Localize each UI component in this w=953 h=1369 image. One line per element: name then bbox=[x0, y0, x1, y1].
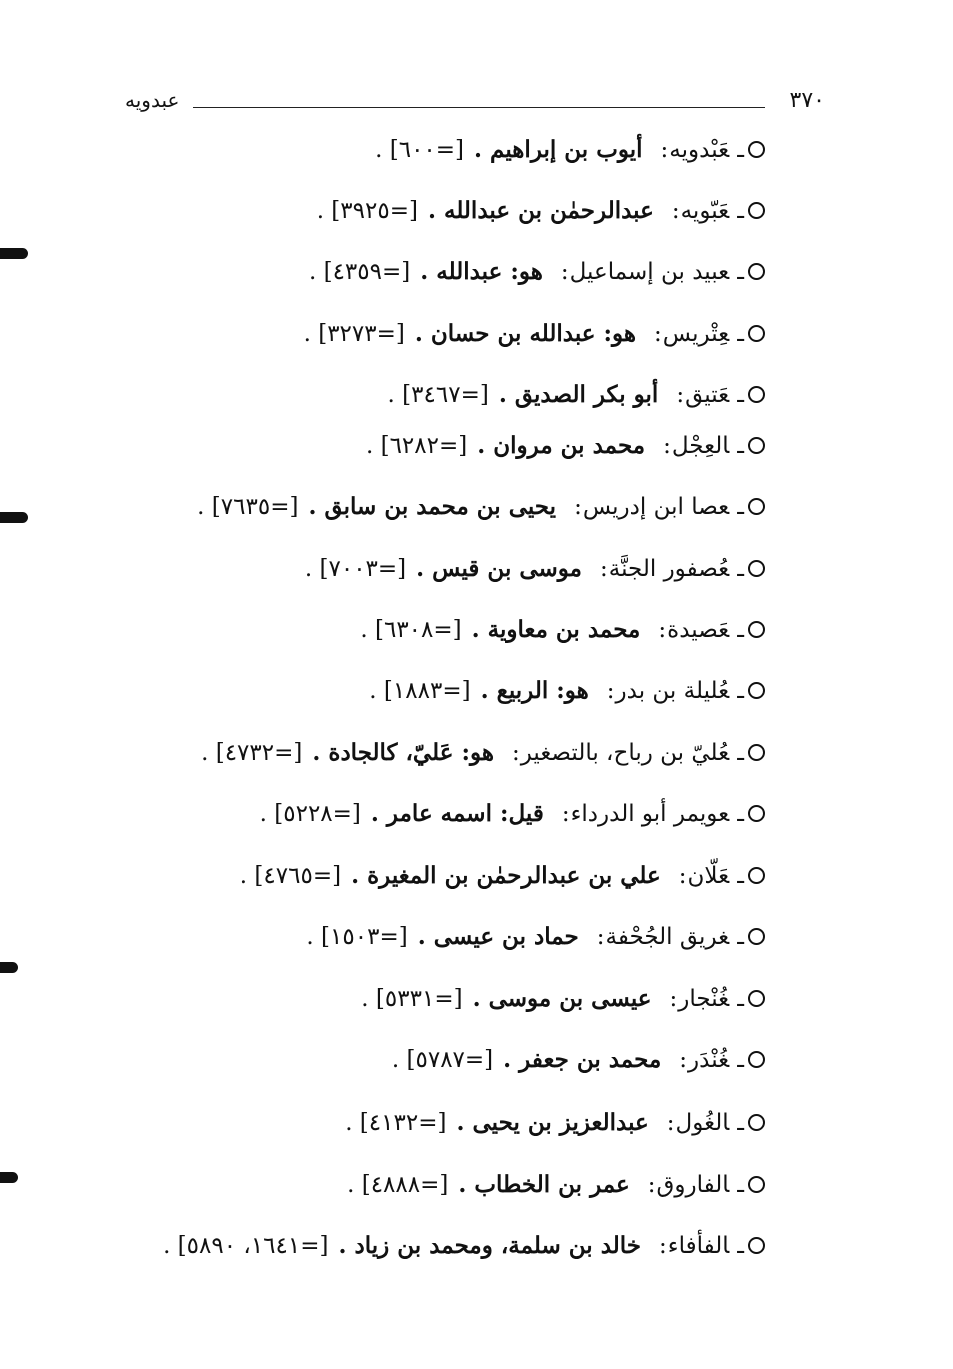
circle-bullet-icon bbox=[748, 141, 765, 158]
entry-term: عِتْريس bbox=[662, 321, 730, 347]
list-item: ـعَتيق:أبو بكر الصديق .[=٣٤٦٧] . bbox=[388, 378, 765, 412]
entry-term: العِجْل bbox=[671, 433, 730, 459]
circle-bullet-icon bbox=[748, 386, 765, 403]
list-item: ـغُنْجار:عيسى بن موسى .[=٥٣٣١] . bbox=[361, 982, 765, 1016]
entry-number: [=٤٧٣٢] . bbox=[201, 740, 303, 766]
list-item: ـغُنْدَر:محمد بن جعفر .[=٥٧٨٧] . bbox=[392, 1043, 765, 1077]
entry-term: غُنْجار bbox=[678, 986, 730, 1012]
entry-term: عَبّويه bbox=[680, 198, 730, 224]
entry-term: عبيد بن إسماعيل bbox=[569, 259, 730, 285]
entry-term: عويمر أبو الدرداء bbox=[570, 801, 730, 827]
circle-bullet-icon bbox=[748, 928, 765, 945]
list-item: ـعُليّ بن رباح، بالتصغير:هو: عَليّ، كالجادة .[=٤٧٣٢] . bbox=[201, 736, 765, 770]
entry-term: عَتيق bbox=[685, 382, 730, 408]
list-item: ـعصا ابن إدريس:يحيى بن محمد بن سابق .[=٧٦٣٥] . bbox=[197, 490, 765, 524]
entry-reference: خالد بن سلمة، ومحمد بن زياد . bbox=[338, 1232, 642, 1259]
entry-number: [=١٦٤١، ٥٨٩٠] . bbox=[163, 1233, 329, 1259]
entry-term: غُنْدَر bbox=[688, 1047, 730, 1073]
list-item: ـعَبْدويه:أيوب بن إبراهيم .[=٦٠٠] . bbox=[375, 133, 765, 167]
entry-reference: أبو بكر الصديق . bbox=[498, 381, 659, 408]
circle-bullet-icon bbox=[748, 498, 765, 515]
entry-number: [=٧٦٣٥] . bbox=[197, 494, 299, 520]
entry-reference: قيل: اسمه عامر . bbox=[370, 800, 544, 827]
entry-term: عَبْدويه bbox=[669, 137, 730, 163]
list-item: ـعُليلة بن بدر:هو: الربيع .[=١٨٨٣] . bbox=[369, 674, 765, 708]
circle-bullet-icon bbox=[748, 805, 765, 822]
entry-reference: عيسى بن موسى . bbox=[472, 985, 652, 1012]
list-item: ـغريق الجُحْفة:حماد بن عيسى .[=١٥٠٣] . bbox=[306, 920, 765, 954]
entry-term: الفاروق bbox=[656, 1172, 730, 1198]
entry-number: [=٤٧٦٥] . bbox=[239, 863, 342, 889]
entry-term: عصا ابن إدريس bbox=[582, 494, 730, 520]
list-item: ـعَبّويه:عبدالرحمٰن بن عبدالله .[=٣٩٢٥] . bbox=[317, 194, 765, 228]
entry-reference: أيوب بن إبراهيم . bbox=[474, 136, 643, 163]
entry-term: عَلّان bbox=[687, 863, 730, 889]
entry-term: عَصيدة bbox=[667, 617, 730, 643]
entry-term: عُليّ بن رباح، بالتصغير bbox=[520, 740, 730, 766]
page-number: ٣٧٠ bbox=[789, 88, 825, 113]
list-item: ـعُصفور الجنَّة:موسى بن قيس .[=٧٠٠٣] . bbox=[305, 552, 765, 586]
entry-reference: هو: عَليّ، كالجادة . bbox=[312, 739, 494, 766]
entry-number: [=٤٨٨٨] . bbox=[347, 1172, 449, 1198]
entry-reference: عمر بن الخطاب . bbox=[458, 1171, 630, 1198]
entry-term: عُليلة بن بدر bbox=[615, 678, 730, 704]
entry-reference: موسى بن قيس . bbox=[416, 555, 582, 582]
circle-bullet-icon bbox=[748, 1176, 765, 1193]
circle-bullet-icon bbox=[748, 621, 765, 638]
entry-reference: محمد بن معاوية . bbox=[471, 616, 641, 643]
entry-number: [=٥٧٨٧] . bbox=[391, 1047, 494, 1073]
list-item: ـعَصيدة:محمد بن معاوية .[=٦٣٠٨] . bbox=[360, 613, 765, 647]
entry-number: [=٦٠٠] . bbox=[375, 137, 465, 163]
circle-bullet-icon bbox=[748, 1114, 765, 1131]
list-item: ـعَلّان:علي بن عبدالرحمٰن بن المغيرة .[=٤٧٦٥] . bbox=[240, 859, 765, 893]
circle-bullet-icon bbox=[748, 202, 765, 219]
entry-number: [=٦٢٨٢] . bbox=[365, 433, 468, 459]
entry-reference: محمد بن مروان . bbox=[477, 432, 646, 459]
circle-bullet-icon bbox=[748, 990, 765, 1007]
entry-reference: حماد بن عيسى . bbox=[417, 923, 579, 950]
list-item: ـالفأفاء:خالد بن سلمة، ومحمد بن زياد .[=١٦٤١، ٥٨٩٠] . bbox=[163, 1229, 765, 1263]
entry-term: غريق الجُحْفة bbox=[605, 924, 730, 950]
list-item: ـالفاروق:عمر بن الخطاب .[=٤٨٨٨] . bbox=[347, 1168, 765, 1202]
entry-number: [=٣٩٢٥] . bbox=[316, 198, 418, 224]
running-title: عبدويه bbox=[125, 88, 180, 112]
entry-reference: هو: الربيع . bbox=[480, 677, 589, 704]
list-item: ـالغُول:عبدالعزيز بن يحيى .[=٤١٣٢] . bbox=[345, 1106, 765, 1140]
circle-bullet-icon bbox=[748, 560, 765, 577]
entry-number: [=١٥٠٣] . bbox=[306, 924, 408, 950]
list-item: ـعبيد بن إسماعيل:هو: عبدالله .[=٤٣٥٩] . bbox=[309, 255, 765, 289]
entry-number: [=٦٣٠٨] . bbox=[360, 617, 462, 643]
list-item: ـالعِجْل:محمد بن مروان .[=٦٢٨٢] . bbox=[366, 429, 765, 463]
entry-number: [=١٨٨٣] . bbox=[369, 678, 471, 704]
circle-bullet-icon bbox=[748, 1051, 765, 1068]
entry-term: عُصفور الجنَّة bbox=[608, 556, 730, 582]
entry-number: [=٣٢٧٣] . bbox=[303, 321, 405, 347]
list-item: ـعويمر أبو الدرداء:قيل: اسمه عامر .[=٥٢٢٨] . bbox=[260, 797, 765, 831]
entry-number: [=٥٢٢٨] . bbox=[259, 801, 361, 827]
entry-term: الفأفاء bbox=[667, 1233, 730, 1259]
entry-reference: هو: عبدالله . bbox=[420, 258, 543, 285]
entry-number: [=٥٣٣١] . bbox=[361, 986, 463, 1012]
entry-reference: محمد بن جعفر . bbox=[503, 1046, 662, 1073]
circle-bullet-icon bbox=[748, 437, 765, 454]
entry-reference: عبدالرحمٰن بن عبدالله . bbox=[427, 197, 654, 224]
entry-term: الغُول bbox=[675, 1110, 730, 1136]
circle-bullet-icon bbox=[748, 1237, 765, 1254]
entry-reference: علي بن عبدالرحمٰن بن المغيرة . bbox=[351, 862, 661, 889]
entry-reference: يحيى بن محمد بن سابق . bbox=[308, 493, 557, 520]
entry-number: [=٣٤٦٧] . bbox=[387, 382, 489, 408]
entry-number: [=٤١٣٢] . bbox=[345, 1110, 447, 1136]
circle-bullet-icon bbox=[748, 263, 765, 280]
circle-bullet-icon bbox=[748, 867, 765, 884]
entry-number: [=٧٠٠٣] . bbox=[304, 556, 407, 582]
entry-reference: هو: عبدالله بن حسان . bbox=[414, 320, 637, 347]
entry-reference: عبدالعزيز بن يحيى . bbox=[456, 1109, 649, 1136]
circle-bullet-icon bbox=[748, 682, 765, 699]
circle-bullet-icon bbox=[748, 325, 765, 342]
entry-number: [=٤٣٥٩] . bbox=[308, 259, 411, 285]
circle-bullet-icon bbox=[748, 744, 765, 761]
list-item: ـعِتْريس:هو: عبدالله بن حسان .[=٣٢٧٣] . bbox=[304, 317, 765, 351]
